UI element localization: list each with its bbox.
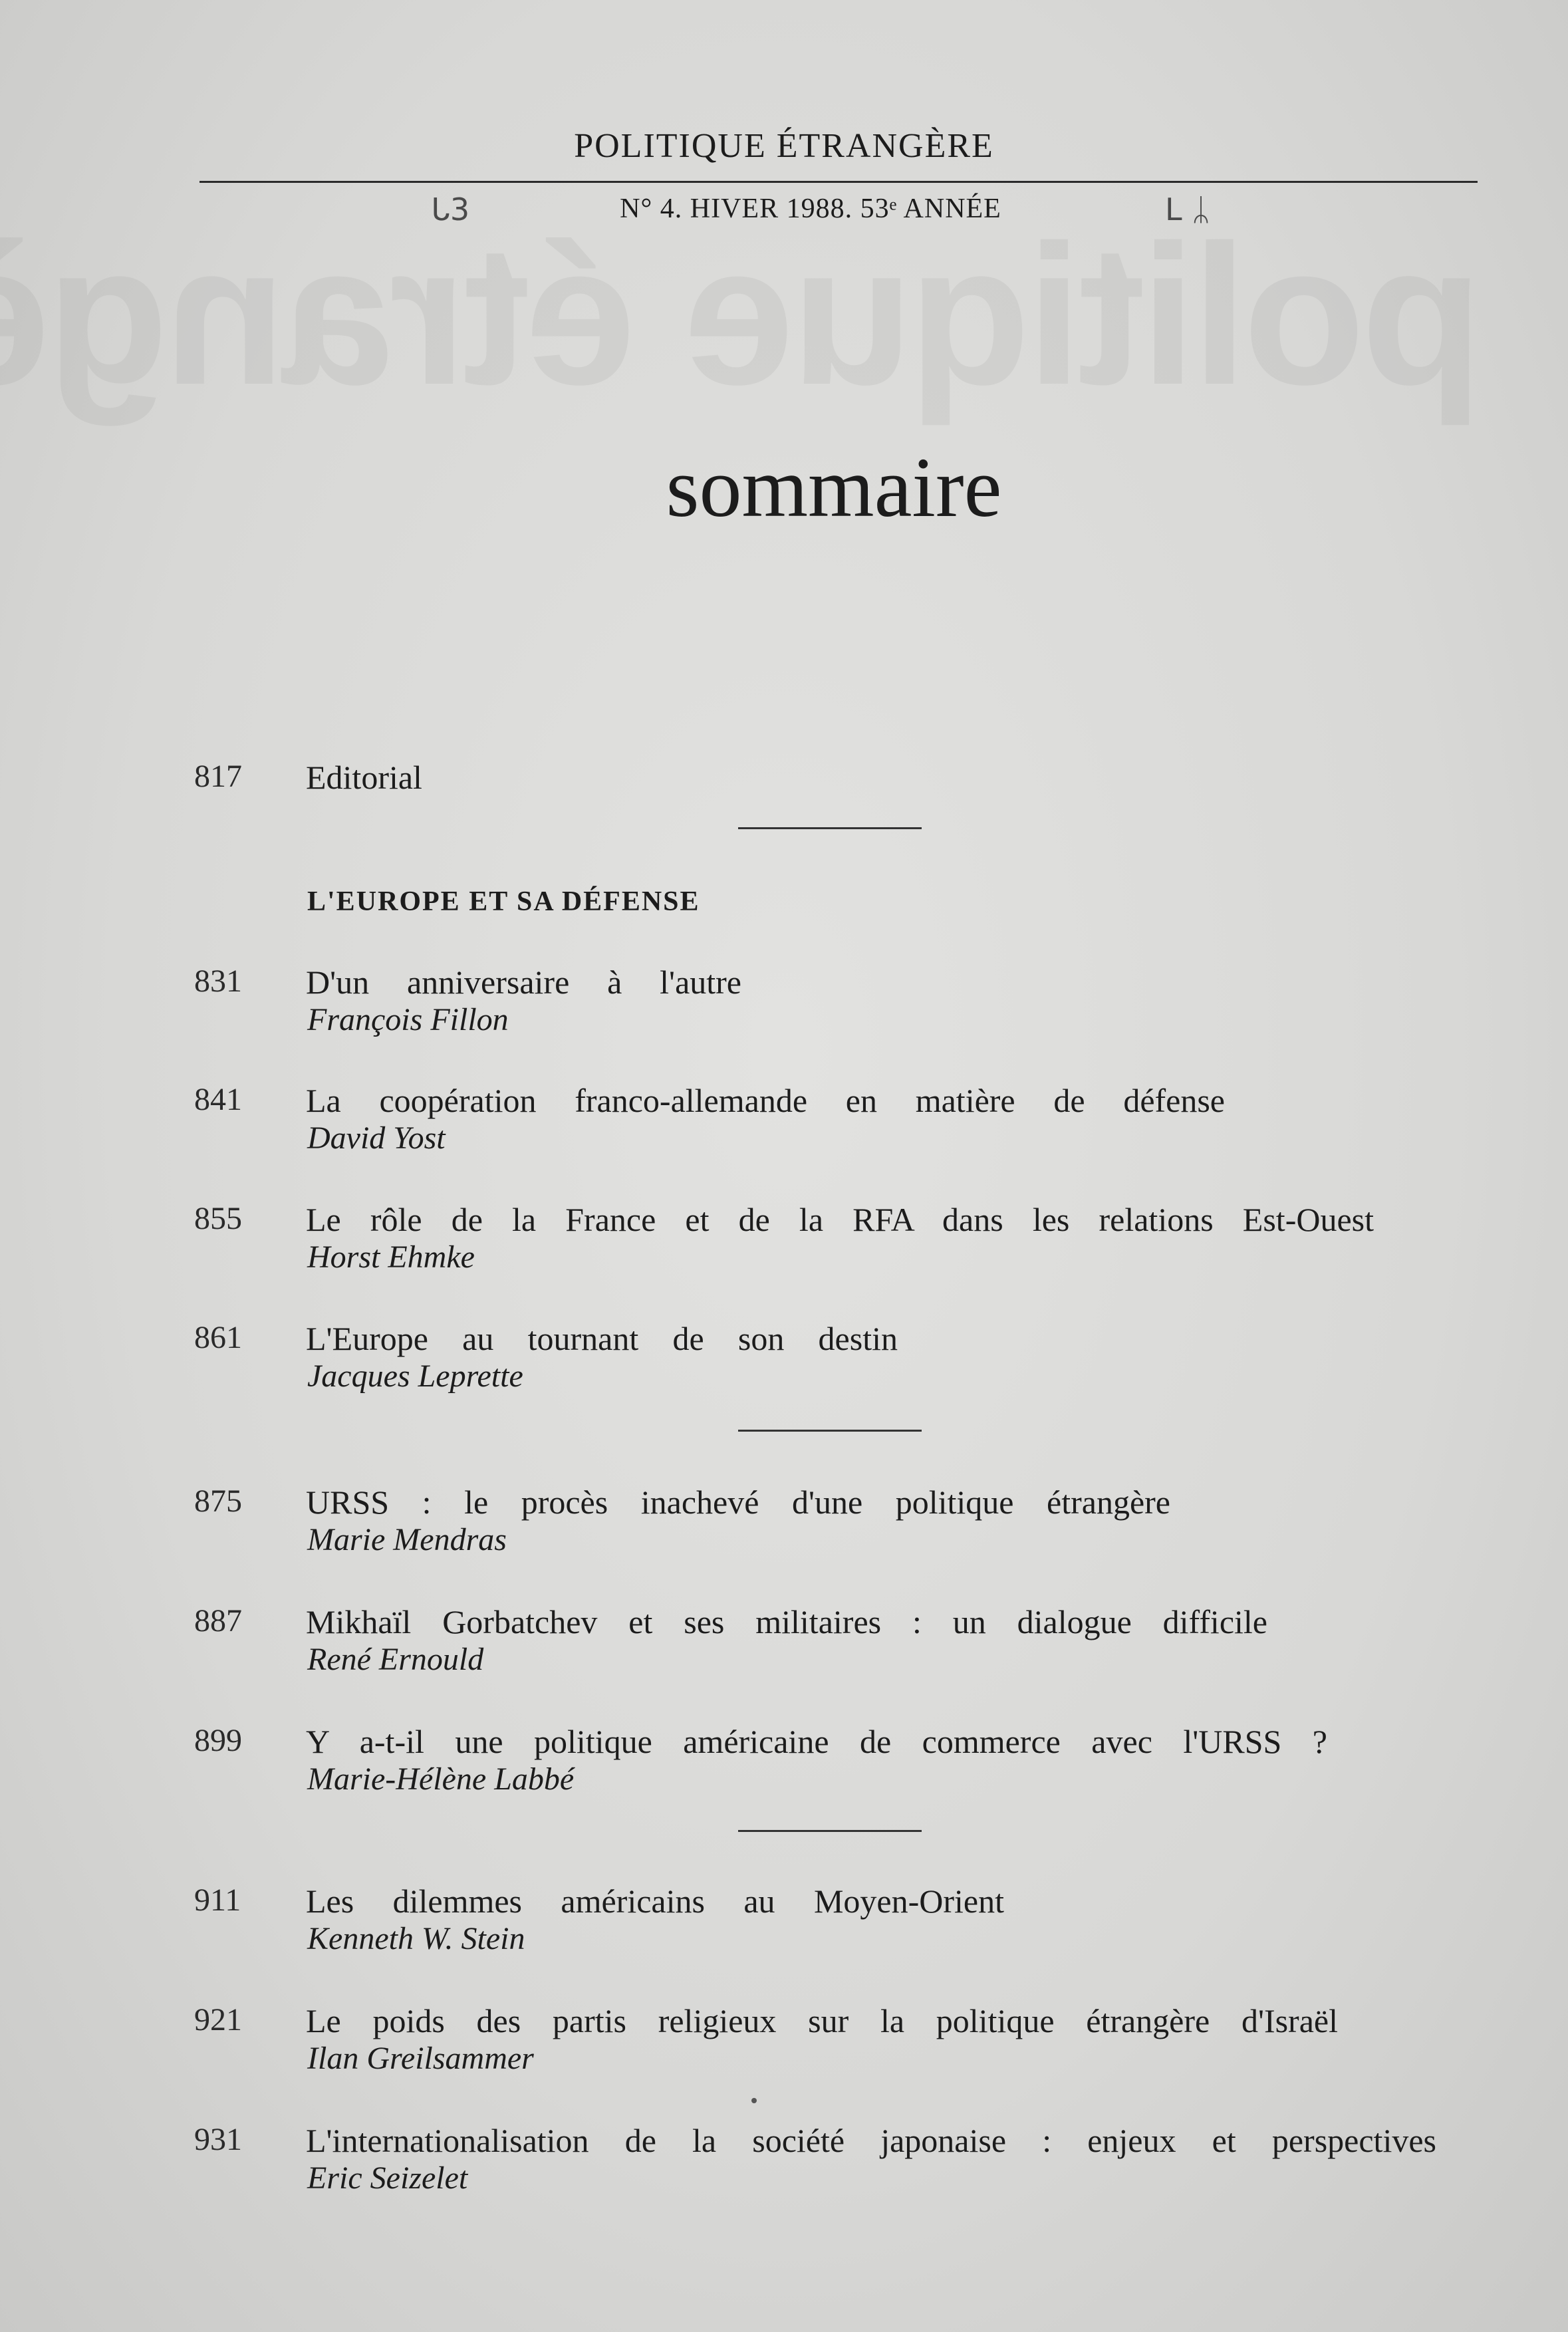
toc-page-number: 921 bbox=[194, 2002, 242, 2037]
toc-page-number: 817 bbox=[194, 759, 242, 794]
toc-article-title: La coopération franco-allemande en matière de défense bbox=[306, 1082, 1225, 1119]
toc-article-title: Les dilemmes américains au Moyen-Orient bbox=[306, 1882, 1004, 1920]
toc-page-number: 831 bbox=[194, 964, 242, 999]
section-separator bbox=[738, 1430, 922, 1432]
toc-page-number: 841 bbox=[194, 1082, 242, 1117]
handwritten-mark-right: L ᛦ bbox=[1165, 192, 1210, 227]
toc-author: René Ernould bbox=[307, 1642, 484, 1677]
toc-article-title: D'un anniversaire à l'autre bbox=[306, 964, 741, 1001]
toc-page-number: 931 bbox=[194, 2122, 242, 2157]
toc-article-title: Le poids des partis religieux sur la politique étrangère d'Israël bbox=[306, 2002, 1338, 2039]
toc-article-title: Mikhaïl Gorbatchev et ses militaires : un dialogue difficile bbox=[306, 1603, 1267, 1640]
toc-article-title: URSS : le procès inachevé d'une politique étrangère bbox=[306, 1484, 1170, 1521]
toc-page-number: 899 bbox=[194, 1723, 242, 1758]
toc-author: David Yost bbox=[307, 1120, 446, 1156]
section-heading: L'EUROPE ET SA DÉFENSE bbox=[307, 886, 700, 917]
section-separator bbox=[738, 1830, 922, 1832]
header-rule bbox=[199, 181, 1478, 183]
toc-author: Marie Mendras bbox=[307, 1522, 507, 1557]
toc-page-number: 861 bbox=[194, 1320, 242, 1355]
toc-author: François Fillon bbox=[307, 1002, 509, 1037]
print-speck bbox=[751, 2098, 757, 2103]
toc-author: Marie-Hélène Labbé bbox=[307, 1761, 575, 1797]
handwritten-mark-left: ᒐ3 bbox=[431, 192, 470, 227]
toc-page-number: 911 bbox=[194, 1882, 241, 1918]
journal-name: POLITIQUE ÉTRANGÈRE bbox=[574, 127, 994, 165]
show-through-logo-watermark bbox=[219, 199, 1483, 430]
toc-page-number: 855 bbox=[194, 1201, 242, 1236]
toc-article-title: L'internationalisation de la société japonaise : enjeux et perspectives bbox=[306, 2122, 1436, 2159]
issue-line: N° 4. HIVER 1988. 53ᵉ ANNÉE bbox=[620, 194, 1001, 224]
toc-article-title: Editorial bbox=[306, 759, 422, 796]
toc-article-title: L'Europe au tournant de son destin bbox=[306, 1320, 898, 1357]
toc-author: Jacques Leprette bbox=[307, 1359, 523, 1394]
toc-author: Ilan Greilsammer bbox=[307, 2041, 534, 2076]
toc-page-number: 875 bbox=[194, 1484, 242, 1519]
toc-author: Eric Seizelet bbox=[307, 2160, 468, 2196]
toc-author: Horst Ehmke bbox=[307, 1239, 475, 1275]
page-title: sommaire bbox=[666, 440, 1002, 535]
section-separator bbox=[738, 827, 922, 829]
toc-author: Kenneth W. Stein bbox=[307, 1921, 525, 1956]
toc-page-number: 887 bbox=[194, 1603, 242, 1638]
toc-article-title: Le rôle de la France et de la RFA dans les relations Est-Ouest bbox=[306, 1201, 1374, 1238]
toc-article-title: Y a-t-il une politique américaine de commerce avec l'URSS ? bbox=[306, 1723, 1327, 1760]
